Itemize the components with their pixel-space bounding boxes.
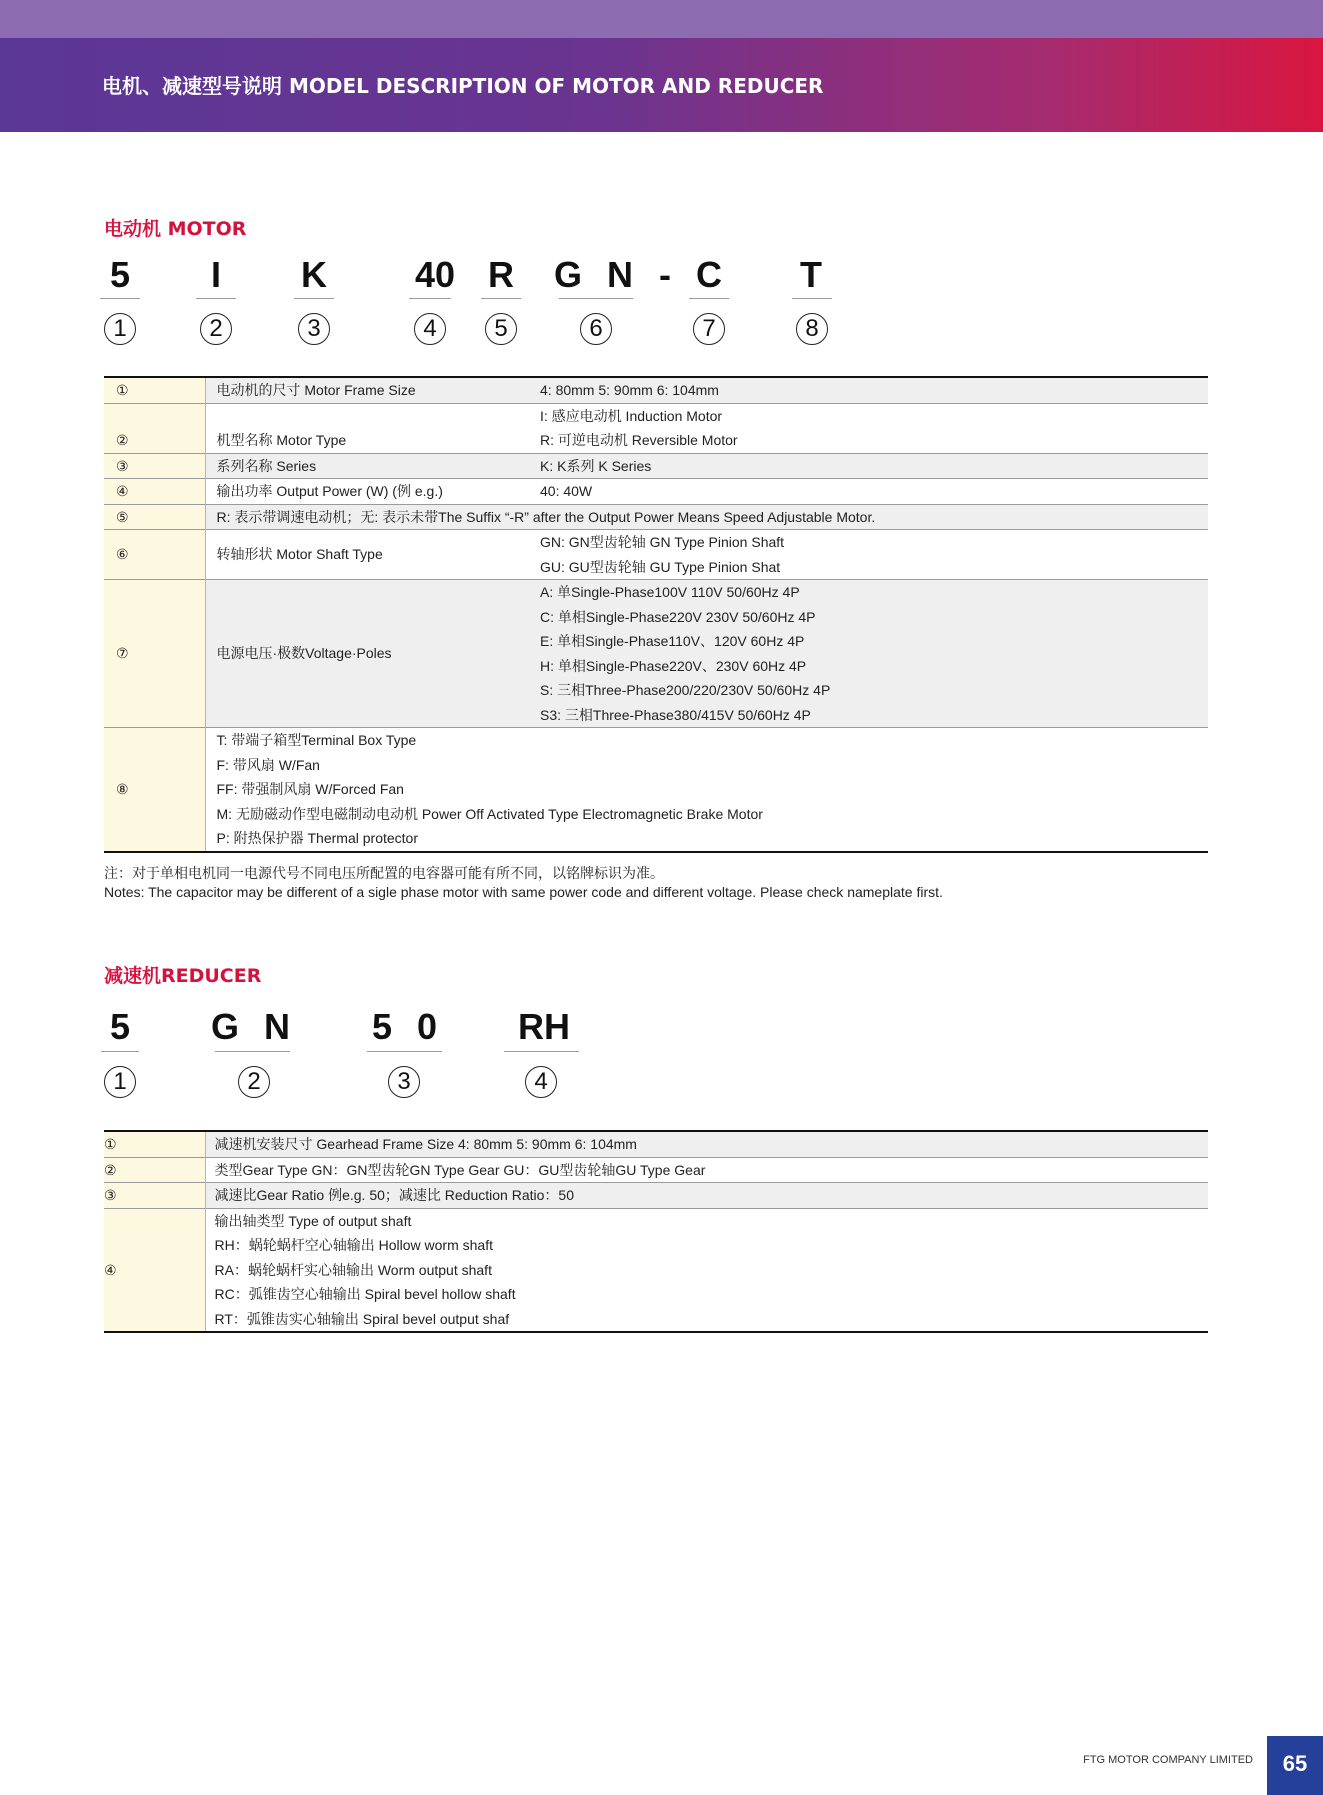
reducer-code-char: 5 (109, 1006, 131, 1047)
motor-code-char: K (301, 254, 327, 295)
index-circle-6: 6 (580, 313, 612, 345)
motor-code-dash: - (659, 254, 671, 295)
index-circle-7: 7 (693, 313, 725, 345)
row-number: ⑥ (104, 530, 205, 580)
page-title: 电机、减速型号说明 MODEL DESCRIPTION OF MOTOR AND REDUCER (102, 74, 824, 98)
code-underline (689, 298, 729, 299)
code-underline (559, 298, 633, 299)
index-circle-5: 5 (485, 313, 517, 345)
motor-code-char: 40 (414, 254, 456, 295)
row-options: 输出轴类型 Type of output shaft RH：蜗轮蜗杆空心轴输出 Hollow worm shaft RA：蜗轮蜗杆实心轴输出 Worm output shaft RC：弧锥齿空心轴输出 Spiral bevel hollow shaft RT：弧锥齿实心轴输出 Spiral bevel output shaf (214, 1212, 516, 1327)
table-row (104, 728, 1208, 852)
table-row (104, 479, 1208, 505)
note-cn: 注：对于单相电机同一电源代号不同电压所配置的电容器可能有所不同，以铭牌标识为准。 (104, 865, 664, 881)
motor-code-char: T (800, 254, 822, 295)
reducer-section-title: 减速机REDUCER (104, 965, 262, 987)
motor-code-char: C (696, 254, 722, 295)
code-underline (100, 298, 140, 299)
code-underline (792, 298, 832, 299)
motor-note (104, 864, 943, 902)
index-circle-2: 2 (200, 313, 232, 345)
row-number: ③ (104, 453, 205, 479)
motor-code-char: 5 (109, 254, 131, 295)
row-label: 系列名称 Series (205, 453, 529, 479)
row-number: ① (104, 377, 205, 403)
table-row (104, 1208, 1208, 1332)
row-value: 40: 40W (540, 483, 593, 499)
row-number: ⑤ (104, 504, 205, 530)
code-underline (215, 1051, 290, 1052)
table-row (104, 504, 1208, 530)
index-circle-2: 2 (238, 1066, 270, 1098)
row-value: GN: GN型齿轮轴 GN Type Pinion Shaft GU: GU型齿轮轴 GU Type Pinion Shat (540, 534, 785, 575)
table-row (104, 530, 1208, 580)
index-circle-3: 3 (298, 313, 330, 345)
table-row (104, 453, 1208, 479)
code-underline (409, 298, 451, 299)
table-row (104, 377, 1208, 403)
reducer-spec-table (104, 1130, 1208, 1333)
row-number: ② (104, 1157, 205, 1183)
motor-spec-table (104, 376, 1208, 853)
row-number: ⑧ (104, 728, 205, 852)
code-underline (481, 298, 521, 299)
motor-section-title: 电动机 MOTOR (104, 218, 247, 240)
reducer-code-char: 0 (416, 1006, 438, 1047)
row-label: 输出功率 Output Power (W) (例 e.g.) (216, 483, 443, 499)
code-underline (101, 1051, 139, 1052)
index-circle-1: 1 (104, 1066, 136, 1098)
table-row (104, 403, 1208, 453)
row-number: ④ (104, 1208, 205, 1332)
reducer-code-char: 5 (371, 1006, 393, 1047)
table-row (104, 580, 1208, 728)
row-value: K: K系列 K Series (529, 453, 1208, 479)
row-number: ② (104, 403, 205, 453)
row-label: 电动机的尺寸 Motor Frame Size (205, 377, 529, 403)
index-circle-4: 4 (414, 313, 446, 345)
row-text: 减速机安装尺寸 Gearhead Frame Size 4: 80mm 5: 90mm 6: 104mm (205, 1131, 1208, 1157)
code-underline (294, 298, 334, 299)
row-number: ⑦ (104, 580, 205, 728)
code-underline (504, 1051, 579, 1052)
row-text: 减速比Gear Ratio 例e.g. 50；减速比 Reduction Ratio：50 (205, 1183, 1208, 1209)
reducer-code-char: N (264, 1006, 290, 1047)
motor-code-char: G (553, 254, 582, 295)
header-banner (0, 38, 1323, 132)
row-label: 机型名称 Motor Type (216, 432, 347, 448)
table-row (104, 1131, 1208, 1157)
row-value: 4: 80mm 5: 90mm 6: 104mm (529, 377, 1208, 403)
footer-company: FTG MOTOR COMPANY LIMITED (1083, 1754, 1253, 1766)
page-number: 65 (1267, 1736, 1323, 1795)
table-row (104, 1157, 1208, 1183)
motor-code-char: N (607, 254, 633, 295)
row-label: 电源电压·极数Voltage·Poles (205, 580, 529, 728)
row-label: 转轴形状 Motor Shaft Type (216, 546, 383, 563)
top-accent-bar (0, 0, 1323, 38)
row-value: A: 单Single-Phase100V 110V 50/60Hz 4P C: 单相Single-Phase220V 230V 50/60Hz 4P E: 单相Single-Phase110V、120V 60Hz 4P H: 单相Single-Phase220V、230V 60Hz 4P S: 三相Three-Phase200/220/230V 50/60Hz 4P S3: 三相Three-Phase380/415V 50/60Hz 4P (529, 580, 1208, 728)
row-number: ③ (104, 1183, 205, 1209)
row-number: ① (104, 1131, 205, 1157)
index-circle-4: 4 (525, 1066, 557, 1098)
index-circle-1: 1 (104, 313, 136, 345)
row-full-text: R: 表示带调速电动机；无: 表示未带The Suffix “-R” after the Output Power Means Speed Adjustable Motor. (205, 504, 1208, 530)
index-circle-3: 3 (388, 1066, 420, 1098)
reducer-code-char: RH (518, 1006, 570, 1047)
row-options: T: 带端子箱型Terminal Box Type F: 带风扇 W/Fan FF: 带强制风扇 W/Forced Fan M: 无励磁动作型电磁制动电动机 Power Off Activated Type Electromagnetic Brake Motor P: 附热保护器 Thermal protector (216, 732, 763, 846)
index-circle-8: 8 (796, 313, 828, 345)
table-row (104, 1183, 1208, 1209)
motor-code-char: R (488, 254, 514, 295)
motor-code-char: I (210, 254, 221, 295)
code-underline (367, 1051, 442, 1052)
row-value: I: 感应电动机 Induction Motor R: 可逆电动机 Reversible Motor (540, 407, 738, 448)
row-number: ④ (104, 479, 205, 505)
row-text: 类型Gear Type GN：GN型齿轮GN Type Gear GU：GU型齿轮轴GU Type Gear (214, 1161, 706, 1178)
reducer-code-char: G (210, 1006, 239, 1047)
code-underline (196, 298, 236, 299)
note-en: Notes: The capacitor may be different of a sigle phase motor with same power code and different voltage. Please check nameplate first. (104, 884, 943, 900)
